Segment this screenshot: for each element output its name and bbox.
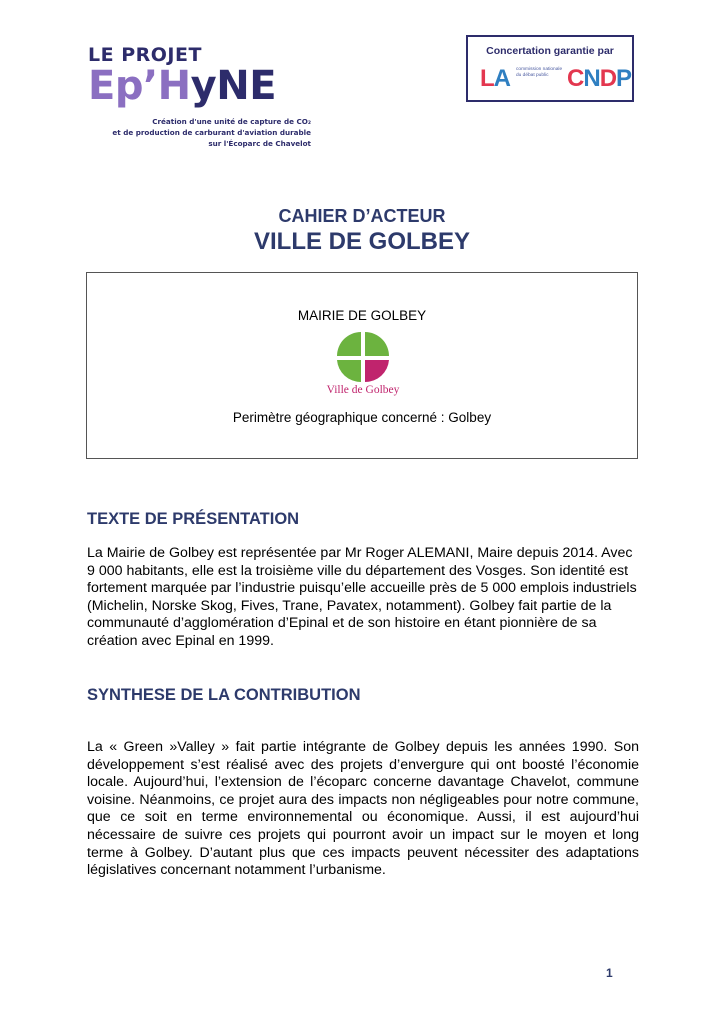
cndp-small-text: commission nationale du débat public xyxy=(516,67,563,78)
section-body-presentation: La Mairie de Golbey est représentée par Mr Roger ALEMANI, Maire depuis 2014. Avec 9 000 habitants, elle est la troisième ville du département des Vosges. Son identité est fortement marquée par l’industrie puisqu’elle accueille près de 5 000 emplois industriels (Michelin, Norske Skog, Fives, Trane, Pavatex, notamment). Golbey fait partie de la communauté d’agglomération d’Epinal et de son histoire en étant pionnière de sa création avec Epinal en 1999. xyxy=(87,545,637,649)
logo-line-1: LE PROJET xyxy=(88,44,202,66)
section-body-synthese: La « Green »Valley » fait partie intégrante de Golbey depuis les années 1990. Son développement s’est réalisé avec des projets d’envergure qui ont boosté l’économie locale. Aujourd’hui, l’extension de l’écoparc concerne davantage Chavelot, commune voisine. Néanmoins, ce projet aura des impacts non négligeables pour notre commune, que ce soit en terme environnemental ou économique. Aussi, il est aujourd’hui nécessaire de suivre ces projets qui pourront avoir un impact sur le moyen et long terme à Golbey. D’autant plus que ces impacts peuvent nécessiter des adaptations législatives concernant notamment l’urbanisme. xyxy=(87,739,639,879)
cndp-mark-p: P xyxy=(616,65,632,92)
golbey-logo-emblem xyxy=(330,332,396,382)
document-subtitle: CAHIER D’ACTEUR xyxy=(278,206,446,226)
cndp-mark-right xyxy=(567,65,631,93)
logo-wordmark-part-1: Ep’H xyxy=(88,63,191,109)
logo-tagline xyxy=(91,116,311,149)
cndp-mark-a: A xyxy=(493,65,511,92)
page-number: 1 xyxy=(606,966,613,980)
golbey-logo-text: Ville de Golbey xyxy=(326,384,400,396)
document-title: VILLE DE GOLBEY xyxy=(253,228,471,255)
golbey-logo xyxy=(313,332,413,398)
info-box xyxy=(86,272,638,459)
cndp-badge xyxy=(466,35,634,102)
cndp-badge-title: Concertation garantie par xyxy=(486,45,614,57)
cndp-mark-l: L xyxy=(480,65,494,92)
project-logo xyxy=(88,44,328,154)
logo-wordmark-part-2: yNE xyxy=(190,63,277,109)
logo-tagline-line-2: et de production de carburant d'aviation durable xyxy=(112,128,311,137)
cndp-mark-d: D xyxy=(599,65,617,92)
section-heading-presentation: TEXTE DE PRÉSENTATION xyxy=(87,510,300,528)
geographic-perimeter: Perimètre géographique concerné : Golbey xyxy=(232,410,492,425)
cndp-mark-c: C xyxy=(567,65,584,92)
logo-tagline-line-3: sur l'Écoparc de Chavelot xyxy=(208,139,311,148)
section-heading-synthese: SYNTHESE DE LA CONTRIBUTION xyxy=(87,686,361,704)
logo-wordmark xyxy=(88,62,276,110)
logo-tagline-line-1: Création d'une unité de capture de CO₂ xyxy=(152,117,311,126)
cndp-mark-n: N xyxy=(583,65,600,92)
organization-name: MAIRIE DE GOLBEY xyxy=(297,308,427,323)
cndp-mark-left xyxy=(480,65,510,93)
